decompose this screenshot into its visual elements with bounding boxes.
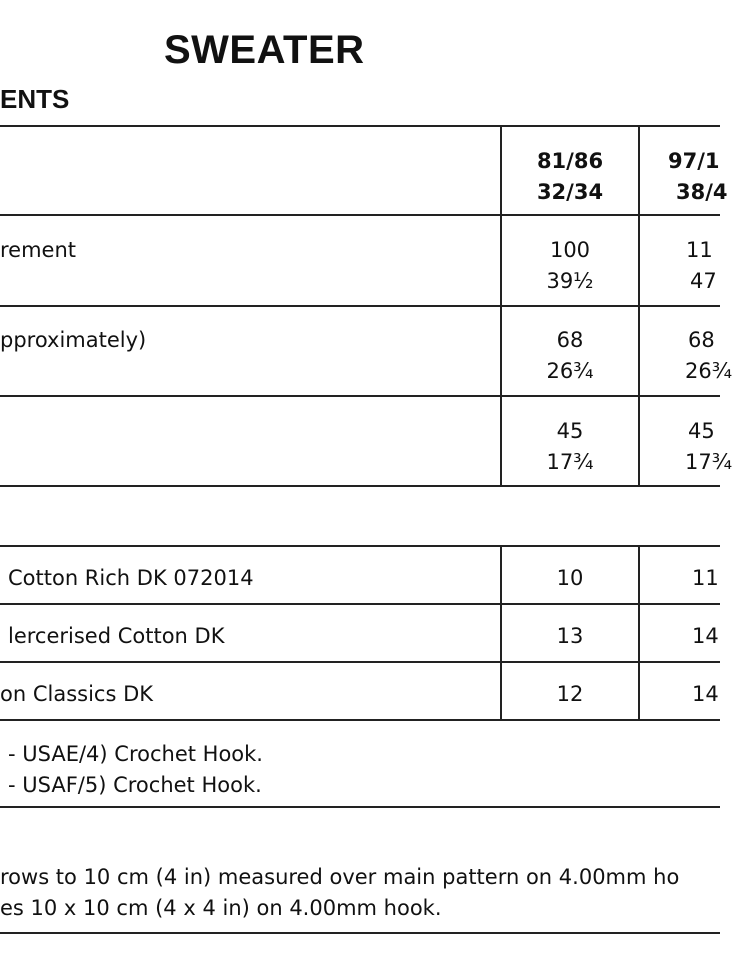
size-header-cm: 97/1 <box>668 149 720 173</box>
table-rule <box>0 719 720 721</box>
section-rule <box>0 932 720 934</box>
measurement-cm: 45 <box>688 419 715 443</box>
yarn-quantity: 14 <box>692 682 719 706</box>
measurement-in: 26¾ <box>685 359 732 383</box>
measurement-label: rement <box>0 238 77 262</box>
yarn-quantity: 10 <box>556 566 584 590</box>
measurement-in: 17¾ <box>546 450 594 474</box>
table-rule <box>0 545 720 547</box>
column-divider <box>638 125 640 487</box>
measurement-in: 39½ <box>546 269 594 293</box>
hook-line: - USAE/4) Crochet Hook. <box>8 742 263 766</box>
yarn-quantity: 13 <box>556 624 584 648</box>
measurement-cm: 45 <box>556 419 584 443</box>
table-rule <box>0 661 720 663</box>
column-divider <box>638 545 640 721</box>
yarn-label: on Classics DK <box>0 682 154 706</box>
measurement-label: pproximately) <box>0 328 147 352</box>
size-header-in: 32/34 <box>536 180 604 204</box>
yarn-label: Cotton Rich DK 072014 <box>8 566 254 590</box>
yarn-quantity: 11 <box>692 566 719 590</box>
table-rule <box>0 485 720 487</box>
measurements-heading: ENTS <box>0 84 70 114</box>
size-header-in: 38/4 <box>676 180 728 204</box>
tension-line: es 10 x 10 cm (4 x 4 in) on 4.00mm hook. <box>0 896 442 920</box>
yarn-quantity: 14 <box>692 624 719 648</box>
table-rule <box>0 395 720 397</box>
measurement-in: 26¾ <box>546 359 594 383</box>
measurement-in: 17¾ <box>685 450 732 474</box>
measurement-in: 47 <box>690 269 717 293</box>
section-rule <box>0 806 720 808</box>
tension-line: rows to 10 cm (4 in) measured over main pattern on 4.00mm ho <box>0 865 680 889</box>
measurement-cm: 68 <box>556 328 584 352</box>
table-rule <box>0 214 720 216</box>
measurement-cm: 100 <box>549 238 591 262</box>
size-header-cm: 81/86 <box>536 149 604 173</box>
yarn-quantity: 12 <box>556 682 584 706</box>
yarn-label: lercerised Cotton DK <box>8 624 225 648</box>
measurement-cm: 68 <box>688 328 715 352</box>
table-rule <box>0 603 720 605</box>
pattern-title: SWEATER <box>164 28 365 72</box>
measurement-cm: 11 <box>686 238 713 262</box>
hook-line: - USAF/5) Crochet Hook. <box>8 773 262 797</box>
table-rule <box>0 305 720 307</box>
table-rule <box>0 125 720 127</box>
